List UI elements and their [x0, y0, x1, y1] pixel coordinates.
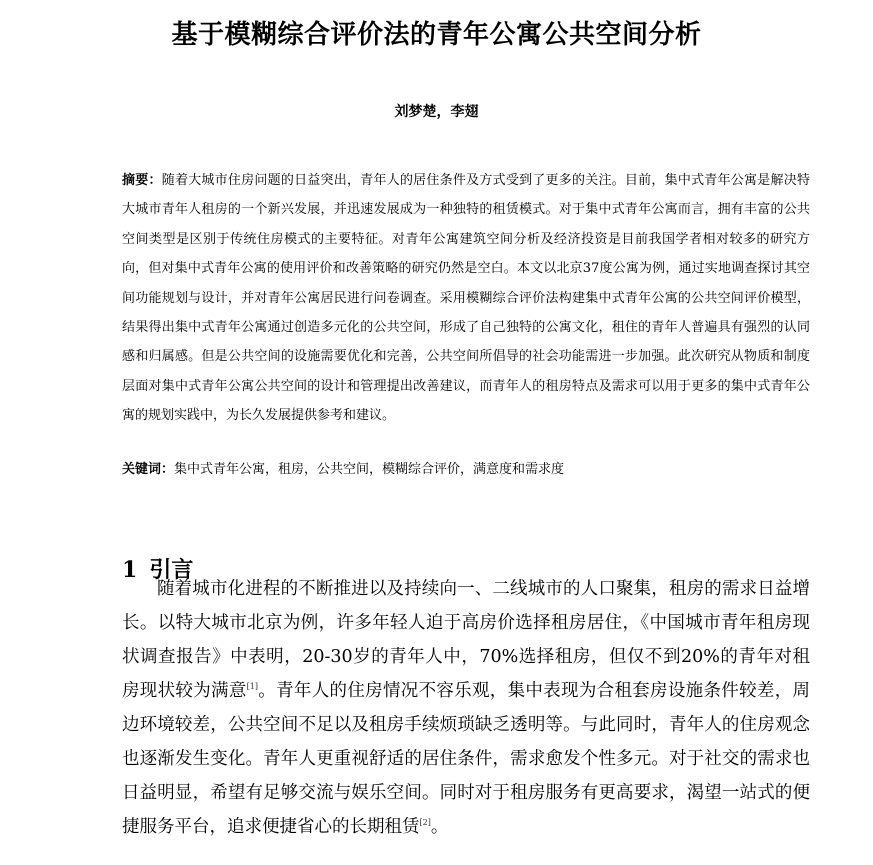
paper-title: 基于模糊综合评价法的青年公寓公共空间分析	[171, 20, 702, 50]
abstract-label: 摘要：	[122, 173, 162, 188]
keywords-text: 集中式青年公寓，租房，公共空间，模糊综合评价，满意度和需求度	[174, 462, 565, 477]
abstract	[122, 166, 810, 431]
keywords	[122, 455, 810, 484]
citation-ref-1[interactable]: [1]	[246, 682, 258, 692]
body-text-part1: 随着城市化进程的不断推进以及持续向一、二线城市的人口聚集，租房的需求日益增长。以特大城市北京为例，许多年轻人迫于高房价选择租房居住，《中国城市青年租房现状调查报告》中表明，20-30岁的青年人中，70%选择租房，但仅不到20%的青年对租房现状较为满意	[122, 579, 810, 701]
citation-ref-2[interactable]: [2]	[419, 818, 431, 828]
body-text-part2: 。青年人的住房情况不容乐观，集中表现为合租套房设施条件较差，周边环境较差，公共空间不足以及租房手续烦琐缺乏透明等。与此同时，青年人的住房观念也逐渐发生变化。青年人更重视舒适的居住条件，需求愈发个性多元。对于社交的需求也日益明显，希望有足够交流与娱乐空间。同时对于租房服务有更高要求，渴望一站式的便捷服务平台，追求便捷省心的长期租赁	[122, 681, 811, 837]
body-paragraph	[122, 572, 810, 844]
keywords-label: 关键词：	[122, 462, 175, 477]
abstract-text: 随着大城市住房问题的日益突出，青年人的居住条件及方式受到了更多的关注。目前，集中式青年公寓是解决特大城市青年人租房的一个新兴发展，并迅速发展成为一种独特的租赁模式。对于集中式青年公寓而言，拥有丰富的公共空间类型是区别于传统住房模式的主要特征。对青年公寓建筑空间分析及经济投资是目前我国学者相对较多的研究方向，但对集中式青年公寓的使用评价和改善策略的研究仍然是空白。本文以北京37度公寓为例，通过实地调查探讨其空间功能规划与设计，并对青年公寓居民进行问卷调查。采用模糊综合评价法构建集中式青年公寓的公共空间评价模型，结果得出集中式青年公寓通过创造多元化的公共空间，形成了自己独特的公寓文化，租住的青年人普遍具有强烈的认同感和归属感。但是公共空间的设施需要优化和完善，公共空间所倡导的社会功能需进一步加强。此次研究从物质和制度层面对集中式青年公寓公共空间的设计和管理提出改善建议，而青年人的租房特点及需求可以用于更多的集中式青年公寓的规划实践中，为长久发展提供参考和建议。	[122, 173, 810, 424]
section-number: 1	[122, 557, 138, 583]
section-body	[122, 572, 810, 844]
body-text-part3: 。	[430, 817, 449, 837]
author-list: 刘梦楚，李翅	[394, 104, 479, 120]
section-title: 引言	[149, 557, 194, 583]
